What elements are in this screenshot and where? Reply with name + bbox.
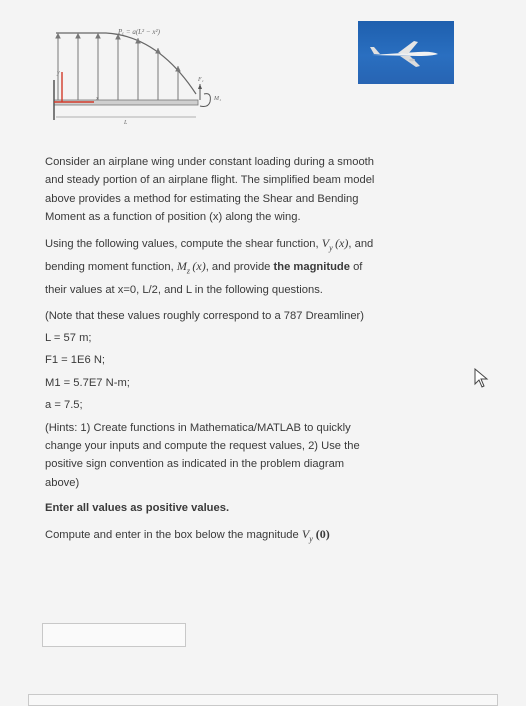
instructions-paragraph: [45, 234, 375, 300]
question-text: [45, 153, 375, 548]
beam-diagram-svg: [48, 20, 248, 128]
load-curve: [56, 33, 196, 94]
airplane-icon: [358, 21, 454, 84]
next-question-card: [28, 694, 498, 706]
moment-function-symbol: $M_z$ (x): [176, 259, 206, 276]
load-arrows: [56, 33, 180, 100]
instructions-text: , and provide: [205, 261, 274, 274]
hints-paragraph: (Hints: 1) Create functions in Mathematica/MATLAB to quickly change your inputs and compute the request values, 2) Use the positive sign convention as indicated in the problem diagram above): [45, 421, 360, 489]
answer-field-container[interactable]: [42, 623, 186, 647]
compute-prompt-text: Compute and enter in the box below the magnitude: [45, 528, 302, 541]
airplane-photo: [358, 21, 454, 84]
intro-paragraph: Consider an airplane wing under constant loading during a smooth and steady portion of an airplane flight. The simplified beam model above provides a method for estimating the Shear and Bending Moment as a function of position (x) along the wing.: [45, 156, 375, 224]
value-M1: M1 = 5.7E7 N-m;: [45, 376, 130, 389]
mouse-cursor-icon: [472, 368, 490, 388]
y-axis-label: y: [57, 70, 60, 76]
force-arrowhead: [198, 84, 202, 89]
length-label: L: [124, 120, 128, 126]
beam-diagram: [48, 20, 248, 128]
positive-values-instruction: Enter all values as positive values.: [45, 502, 230, 515]
answer-input[interactable]: [43, 624, 185, 646]
instructions-text: of their values at x=0, L/2, and L in the following questions.: [45, 261, 363, 297]
note-paragraph: (Note that these values roughly correspond to a 787 Dreamliner): [45, 309, 365, 322]
value-a: a = 7.5;: [45, 399, 83, 412]
compute-prompt: [45, 525, 375, 549]
instructions-bold: the magnitude: [273, 261, 350, 274]
value-L: L = 57 m;: [45, 332, 92, 345]
shear-function-symbol: $V_y$ (x): [321, 235, 349, 253]
moment-label: M₁: [214, 96, 222, 102]
instructions-text: , and bending moment function,: [45, 237, 374, 274]
instructions-text: Using the following values, compute the shear function,: [45, 237, 319, 250]
compute-symbol: $V_y$ (0): [301, 526, 330, 544]
load-distribution-label: Pₑ = a(L² − x²): [118, 28, 160, 36]
x-axis-label: x: [96, 96, 99, 102]
value-F1: F1 = 1E6 N;: [45, 354, 106, 367]
force-label: F₁: [198, 77, 204, 83]
moment-arrow: [200, 94, 210, 107]
